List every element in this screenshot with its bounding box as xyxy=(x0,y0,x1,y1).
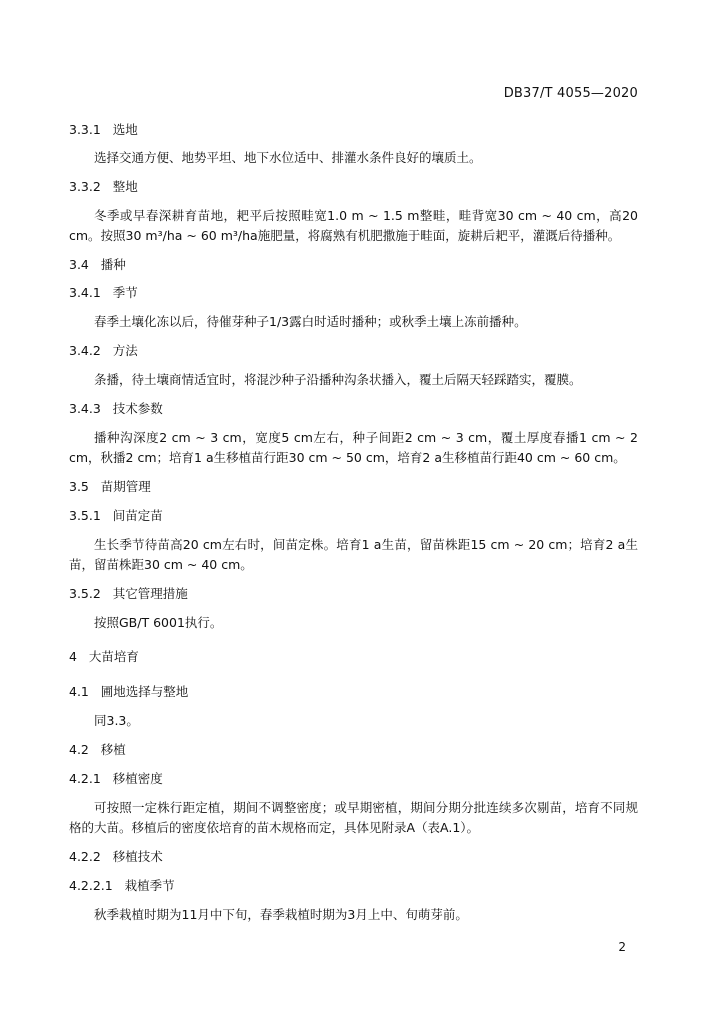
standard-code: DB37/T 4055—2020 xyxy=(503,86,638,101)
section-heading: 3.5 苗期管理 xyxy=(69,479,151,494)
section-heading: 3.4 播种 xyxy=(69,257,126,272)
section-heading: 4.2.2 移植技术 xyxy=(69,849,163,864)
section-heading: 3.5.2 其它管理措施 xyxy=(69,586,188,601)
section-heading: 3.3.2 整地 xyxy=(69,179,138,194)
paragraph: 条播，待土壤商情适宜时，将混沙种子沿播种沟条状播入，覆土后隔天轻踩踏实，覆膜。 xyxy=(94,372,582,387)
paragraph: 选择交通方便、地势平坦、地下水位适中、排灌水条件良好的壤质土。 xyxy=(94,150,482,165)
document-body xyxy=(69,120,638,925)
paragraph: 播种沟深度2 cm ~ 3 cm，宽度5 cm左右，种子间距2 cm ~ 3 cm，覆土厚度春播1 cm ~ 2 cm，秋播2 cm；培育1 a生移植苗行距30 cm ~ 50 cm，培育2 a生移植苗行距40 cm ~ 60 cm。 xyxy=(69,430,638,465)
page-number: 2 xyxy=(618,940,626,954)
section-heading: 3.4.1 季节 xyxy=(69,285,138,300)
section-heading: 4.2 移植 xyxy=(69,742,126,757)
section-heading: 4.1 圃地选择与整地 xyxy=(69,684,189,699)
paragraph: 可按照一定株行距定植，期间不调整密度；或早期密植，期间分期分批连续多次剔苗，培育不同规格的大苗。移植后的密度依培育的苗木规格而定，具体见附录A（表A.1）。 xyxy=(69,800,638,835)
paragraph: 按照GB/T 6001执行。 xyxy=(94,615,223,630)
paragraph: 生长季节待苗高20 cm左右时，间苗定株。培育1 a生苗，留苗株距15 cm ~ 20 cm；培育2 a生苗，留苗株距30 cm ~ 40 cm。 xyxy=(69,537,638,572)
section-heading: 4.2.1 移植密度 xyxy=(69,771,163,786)
section-heading: 4.2.2.1 栽植季节 xyxy=(69,878,175,893)
paragraph: 冬季或早春深耕育苗地，耙平后按照畦宽1.0 m ~ 1.5 m整畦，畦背宽30 cm ~ 40 cm，高20 cm。按照30 m³/ha ~ 60 m³/ha施肥量，将腐熟有机肥撒施于畦面，旋耕后耙平，灌溉后待播种。 xyxy=(69,208,638,243)
paragraph: 秋季栽植时期为11月中下旬，春季栽植时期为3月上中、旬萌芽前。 xyxy=(94,907,468,922)
section-heading: 3.4.3 技术参数 xyxy=(69,401,163,416)
section-heading: 3.4.2 方法 xyxy=(69,343,138,358)
paragraph: 春季土壤化冻以后，待催芽种子1/3露白时适时播种；或秋季土壤上冻前播种。 xyxy=(94,314,527,329)
chapter-heading: 4 大苗培育 xyxy=(69,649,139,664)
section-heading: 3.5.1 间苗定苗 xyxy=(69,508,163,523)
section-heading: 3.3.1 选地 xyxy=(69,122,138,137)
paragraph: 同3.3。 xyxy=(94,713,139,728)
